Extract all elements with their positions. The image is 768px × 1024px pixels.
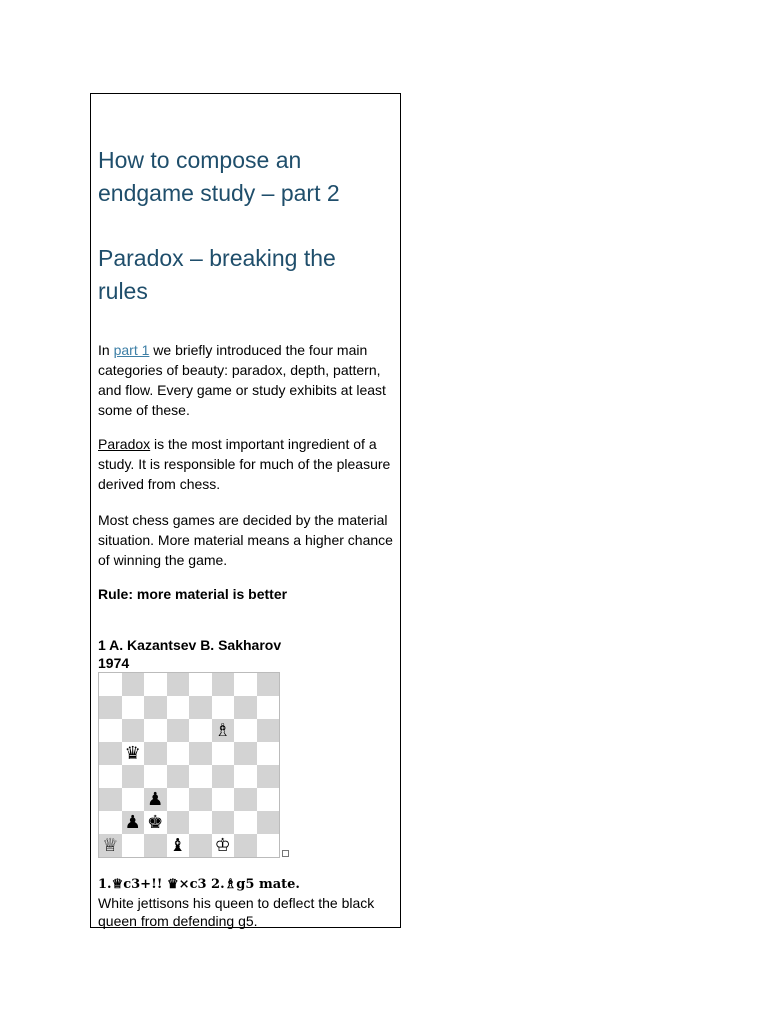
board-square <box>189 811 212 834</box>
board-square <box>234 788 257 811</box>
board-square <box>144 834 167 857</box>
board-square <box>189 765 212 788</box>
board-square <box>144 811 167 834</box>
paradox-text: is the most important ingredient of a study. It is responsible for much of the pleasure derived from chess. <box>98 436 391 492</box>
study-solution-block <box>98 876 394 930</box>
board-square <box>257 765 280 788</box>
board-square <box>234 811 257 834</box>
intro-paragraph <box>98 340 394 420</box>
board-square <box>122 765 145 788</box>
board-square <box>234 696 257 719</box>
chess-piece-icon: ♔ <box>214 834 231 856</box>
paradox-term: Paradox <box>98 436 151 452</box>
board-square <box>257 811 280 834</box>
board-square <box>99 719 122 742</box>
board-square <box>122 696 145 719</box>
board-square <box>189 673 212 696</box>
chess-piece-icon: ♕ <box>102 834 119 856</box>
board-square <box>99 834 122 857</box>
board-square <box>122 788 145 811</box>
board-square <box>257 834 280 857</box>
article-title: How to compose an endgame study – part 2 <box>98 147 340 206</box>
study-caption <box>98 636 388 672</box>
board-square <box>234 673 257 696</box>
board-square <box>122 742 145 765</box>
board-square <box>99 673 122 696</box>
intro-text-after: we briefly introduced the four main categories of beauty: paradox, depth, pattern, and flow. Every game or study exhibits at least some of these. <box>98 342 386 418</box>
board-square <box>212 742 235 765</box>
board-square <box>257 673 280 696</box>
board-square <box>144 788 167 811</box>
board-square <box>99 765 122 788</box>
board-square <box>167 696 190 719</box>
board-square <box>234 834 257 857</box>
board-square <box>122 673 145 696</box>
board-square <box>189 696 212 719</box>
chess-piece-icon: ♟ <box>147 788 164 810</box>
board-square <box>212 673 235 696</box>
board-square <box>234 765 257 788</box>
chess-piece-icon: ♚ <box>147 811 164 833</box>
board-square <box>189 719 212 742</box>
board-square <box>167 788 190 811</box>
board-square <box>99 811 122 834</box>
board-square <box>257 788 280 811</box>
board-square <box>99 742 122 765</box>
board-square <box>144 696 167 719</box>
board-square <box>167 834 190 857</box>
solution-comment: White jettisons his queen to deflect the black queen from defending g5. <box>98 895 375 929</box>
board-square <box>189 788 212 811</box>
board-square <box>212 834 235 857</box>
solution-moves: 1.♕c3+!! ♛×c3 2.♗g5 mate. <box>98 877 300 892</box>
intro-text-before: In <box>98 342 114 358</box>
board-square <box>144 719 167 742</box>
board-square <box>122 834 145 857</box>
board-square <box>167 765 190 788</box>
material-paragraph: Most chess games are decided by the material situation. More material means a higher chance of winning the game. <box>98 512 393 568</box>
article-subtitle: Paradox – breaking the rules <box>98 245 336 304</box>
chess-piece-icon: ♟ <box>124 811 141 833</box>
board-square <box>234 742 257 765</box>
board-square <box>122 811 145 834</box>
article-frame <box>90 93 401 928</box>
part-1-link[interactable]: part 1 <box>113 342 150 358</box>
board-square <box>167 719 190 742</box>
board-square <box>144 765 167 788</box>
board-square <box>189 834 212 857</box>
board-square <box>167 811 190 834</box>
board-square <box>212 719 235 742</box>
board-square <box>99 696 122 719</box>
board-square <box>257 742 280 765</box>
board-square <box>122 719 145 742</box>
study-authors: 1 A. Kazantsev B. Sakharov <box>98 637 282 653</box>
chess-piece-icon: ♝ <box>169 834 186 856</box>
board-square <box>212 696 235 719</box>
chess-piece-icon: ♛ <box>124 742 141 764</box>
board-square <box>167 742 190 765</box>
chess-board <box>98 672 280 858</box>
board-square <box>212 788 235 811</box>
paradox-paragraph <box>98 434 394 494</box>
board-square <box>212 765 235 788</box>
board-square <box>257 719 280 742</box>
board-square <box>144 673 167 696</box>
study-year: 1974 <box>98 655 130 671</box>
board-square <box>212 811 235 834</box>
board-square <box>257 696 280 719</box>
board-square <box>167 673 190 696</box>
board-square <box>234 719 257 742</box>
board-square <box>189 742 212 765</box>
board-square <box>99 788 122 811</box>
board-square <box>144 742 167 765</box>
rule-statement: Rule: more material is better <box>98 586 288 602</box>
board-marker-icon <box>282 850 289 857</box>
chess-piece-icon: ♗ <box>214 719 231 741</box>
